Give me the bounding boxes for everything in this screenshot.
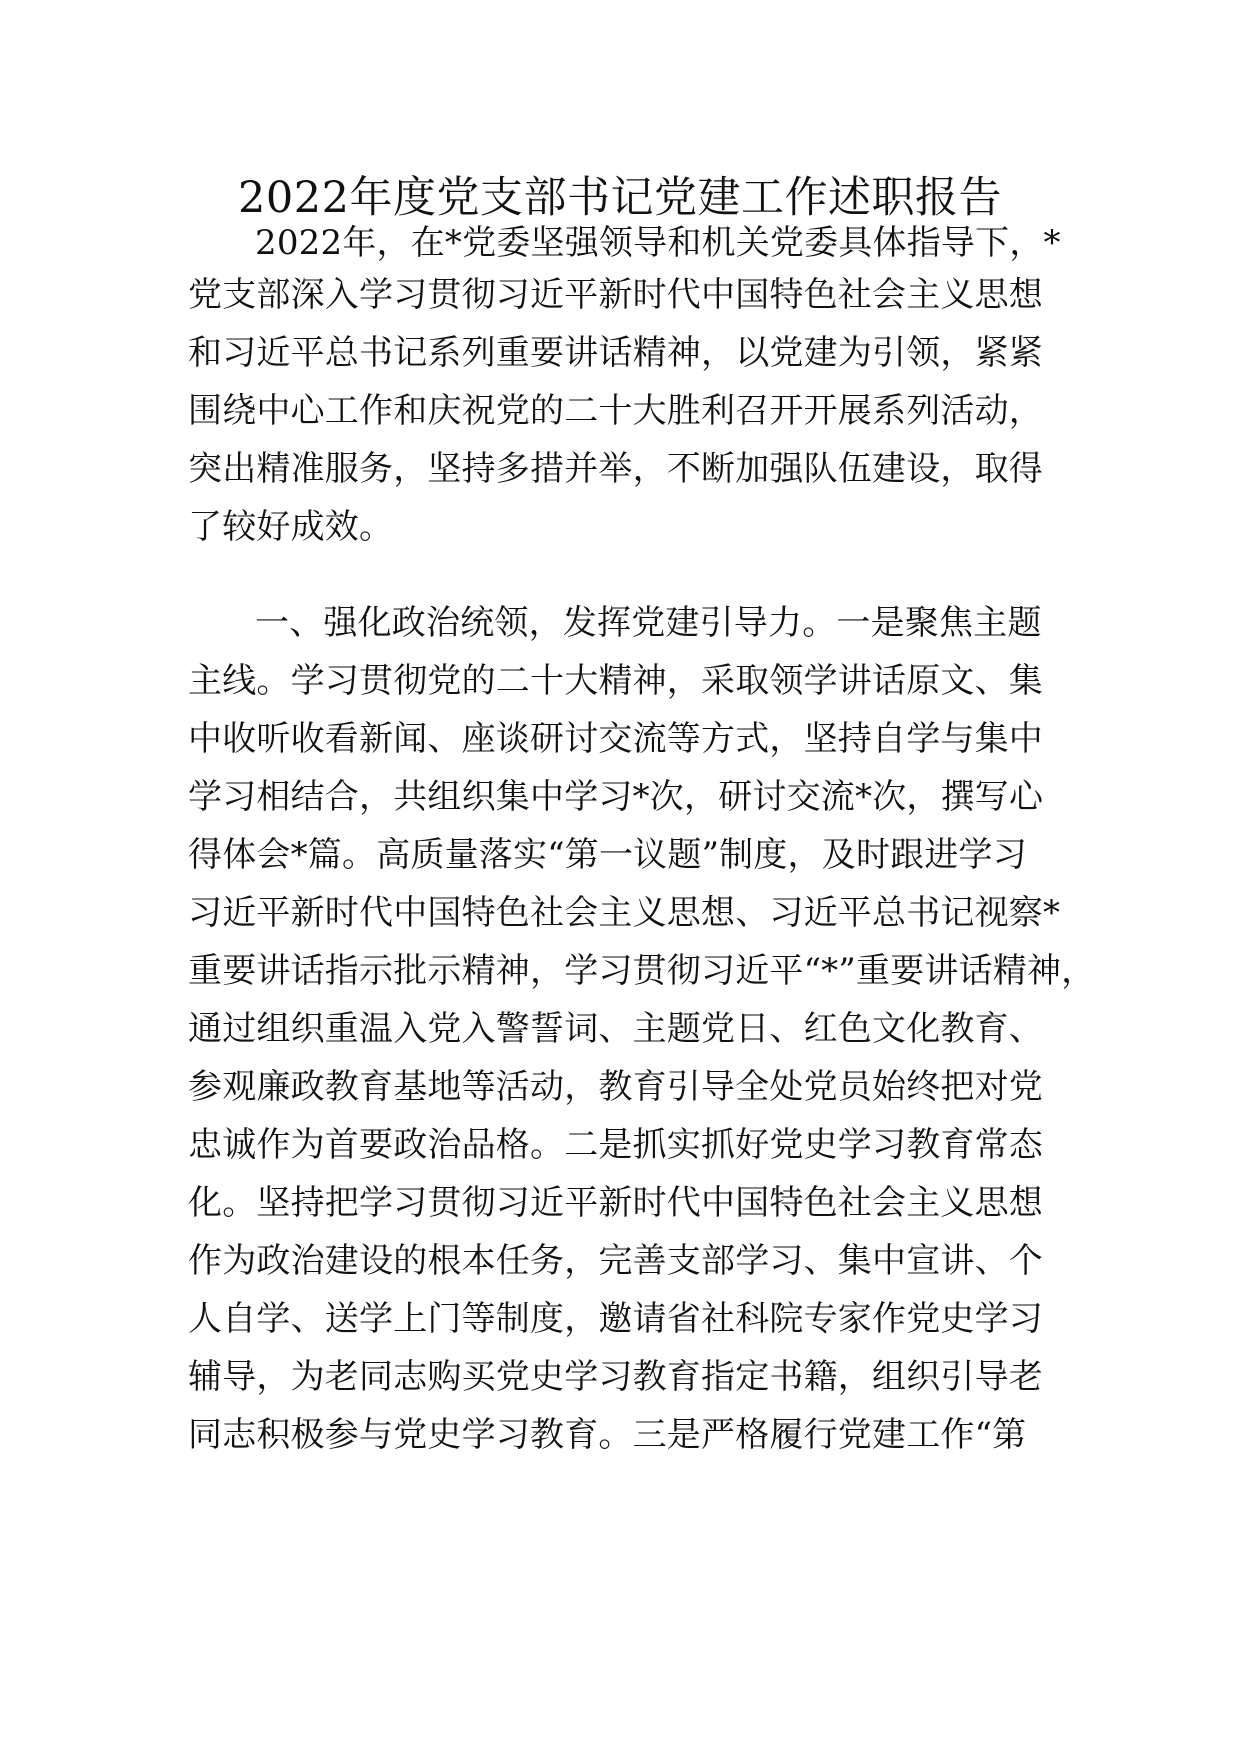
body-line: 辅导，为老同志购买党史学习教育指定书籍，组织引导老 [188,1357,1043,1397]
body-line: 参观廉政教育基地等活动，教育引导全处党员始终把对党 [188,1067,1043,1107]
body-line: 了较好成效。 [188,507,394,547]
body-line: 重要讲话指示批示精神，学习贯彻习近平“*”重要讲话精神， [188,951,1096,991]
body-line: 围绕中心工作和庆祝党的二十大胜利召开开展系列活动， [188,391,1043,431]
body-line: 得体会*篇。高质量落实“第一议题”制度，及时跟进学习 [188,835,1027,875]
body-line: 习近平新时代中国特色社会主义思想、习近平总书记视察* [188,893,1061,933]
body-line: 一、强化政治统领，发挥党建引导力。一是聚焦主题 [255,603,1042,643]
body-line: 2022年，在*党委坚强领导和机关党委具体指导下，* [255,223,1061,263]
body-line: 人自学、送学上门等制度，邀请省社科院专家作党史学习 [188,1299,1043,1339]
document-title: 2022年度党支部书记党建工作述职报告 [238,173,1002,223]
body-line: 通过组织重温入党入警誓词、主题党日、红色文化教育、 [188,1009,1043,1049]
body-line: 化。坚持把学习贯彻习近平新时代中国特色社会主义思想 [188,1183,1043,1223]
body-line: 主线。学习贯彻党的二十大精神，采取领学讲话原文、集 [188,661,1043,701]
body-line: 学习相结合，共组织集中学习*次，研讨交流*次，撰写心 [188,777,1044,817]
body-line: 和习近平总书记系列重要讲话精神，以党建为引领，紧紧 [188,333,1043,373]
body-line: 中收听收看新闻、座谈研讨交流等方式，坚持自学与集中 [188,719,1043,759]
body-line: 党支部深入学习贯彻习近平新时代中国特色社会主义思想 [188,275,1043,315]
body-line: 同志积极参与党史学习教育。三是严格履行党建工作“第 [188,1415,1027,1455]
body-line: 突出精准服务，坚持多措并举，不断加强队伍建设，取得 [188,449,1043,489]
body-line: 作为政治建设的根本任务，完善支部学习、集中宣讲、个 [188,1241,1043,1281]
body-line: 忠诚作为首要政治品格。二是抓实抓好党史学习教育常态 [188,1125,1043,1165]
